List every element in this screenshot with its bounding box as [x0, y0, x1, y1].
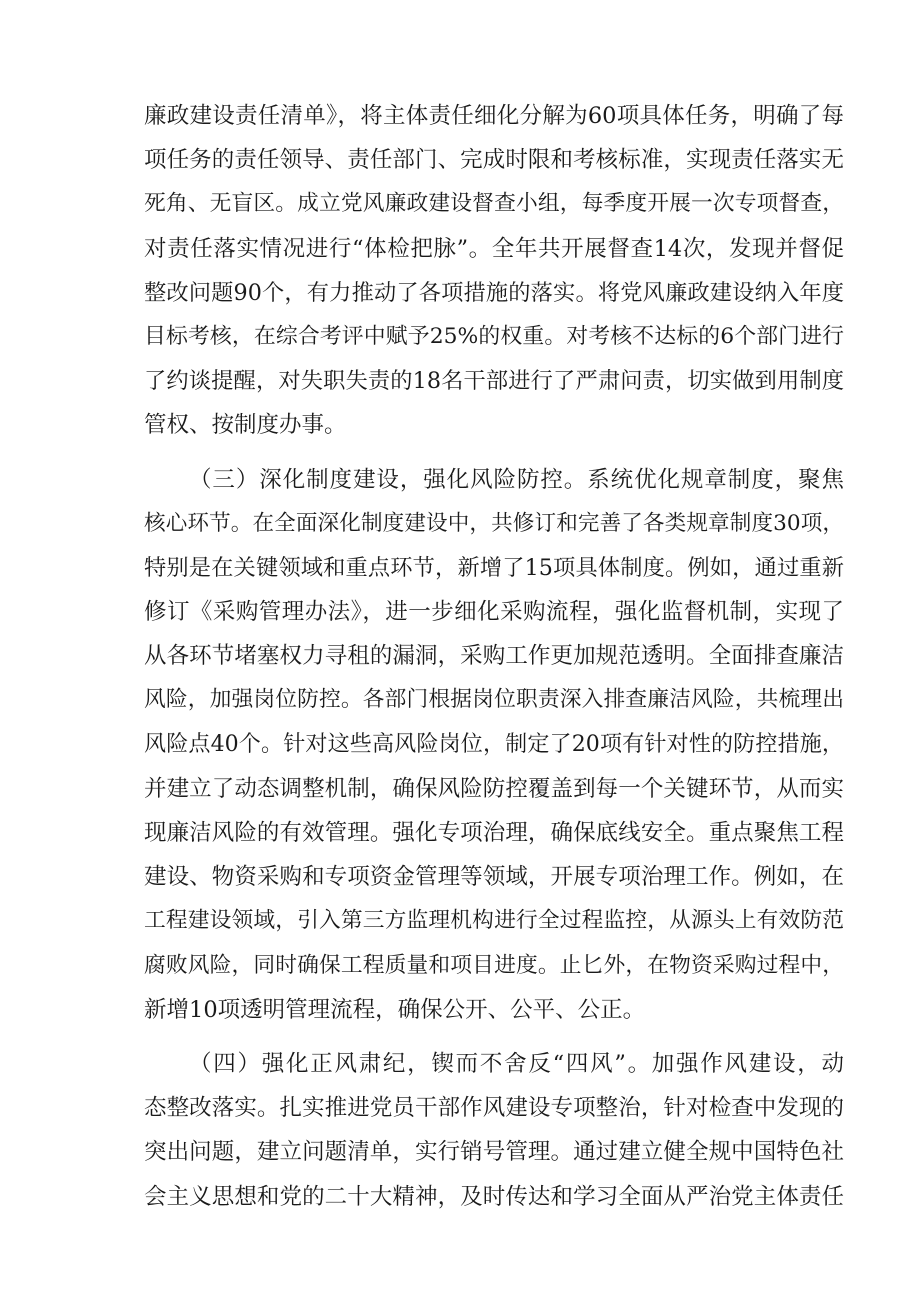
text-line: 特别是在关键领域和重点环节，新增了15项具体制度。例如，通过重新: [144, 554, 844, 581]
text-line: 死角、无盲区。成立党风廉政建设督查小组，每季度开展一次专项督查，: [144, 191, 844, 217]
text-line: 建设、物资采购和专项资金管理等领域，开展专项治理工作。例如，在: [144, 864, 844, 891]
text-line: 项任务的责任领导、责任部门、完成时限和考核标准，实现责任落实无: [144, 147, 844, 174]
paragraph-continued: [144, 94, 844, 448]
section-four-paragraph: [144, 1042, 844, 1219]
text-line: 新增10项透明管理流程，确保公开、公平、公正。: [144, 996, 646, 1023]
section-heading-line: （三）深化制度建设，强化风险防控。系统优化规章制度，聚焦: [189, 466, 844, 493]
text-line: 态整改落实。扎实推进党员干部作风建设专项整治，针对检查中发现的: [144, 1095, 844, 1122]
text-line: 并建立了动态调整机制，确保风险防控覆盖到每一个关键环节，从而实: [144, 775, 844, 802]
section-three-paragraph: [144, 458, 844, 1032]
text-line: 目标考核，在综合考评中赋予25%的权重。对考核不达标的6个部门进行: [144, 323, 844, 349]
text-line: 从各环节堵塞权力寻租的漏洞，采购工作更加规范透明。全面排查廉洁: [144, 643, 844, 670]
text-line: 风险，加强岗位防控。各部门根据岗位职责深入排查廉洁风险，共梳理出: [144, 687, 844, 713]
text-line: 腐败风险，同时确保工程质量和项目进度。止匕外，在物资采购过程中，: [144, 952, 844, 978]
text-line: 了约谈提醒，对失职失责的18名干部进行了严肃问责，切实做到用制度: [144, 368, 844, 395]
text-line: 廉政建设责任清单》，将主体责任细化分解为60项具体任务，明确了每: [144, 103, 844, 129]
text-line: 管权、按制度办事。: [144, 412, 347, 439]
text-line: 突出问题，建立问题清单，实行销号管理。通过建立健全规中国特色社: [144, 1139, 844, 1166]
text-line: 核心环节。在全面深化制度建设中，共修订和完善了各类规章制度30项，: [144, 510, 844, 536]
text-line: 会主义思想和党的二十大精神，及时传达和学习全面从严治党主体责任: [144, 1183, 844, 1210]
section-heading-line: （四）强化正风肃纪，锲而不舍反“四风”。加强作风建设，动: [189, 1050, 844, 1077]
text-line: 现廉洁风险的有效管理。强化专项治理，确保底线安全。重点聚焦工程: [144, 820, 844, 846]
text-line: 整改问题90个，有力推动了各项措施的落实。将党风廉政建设纳入年度: [144, 279, 844, 306]
text-line: 修订《采购管理办法》，进一步细化采购流程，强化监督机制，实现了: [144, 599, 844, 626]
text-line: 对责任落实情况进行“体检把脉”。全年共开展督查14次，发现并督促: [144, 235, 844, 262]
document-body: [144, 94, 844, 1219]
text-line: 风险点40个。针对这些高风险岗位，制定了20项有针对性的防控措施，: [144, 731, 844, 757]
text-line: 工程建设领域，引入第三方监理机构进行全过程监控，从源头上有效防范: [144, 908, 844, 934]
